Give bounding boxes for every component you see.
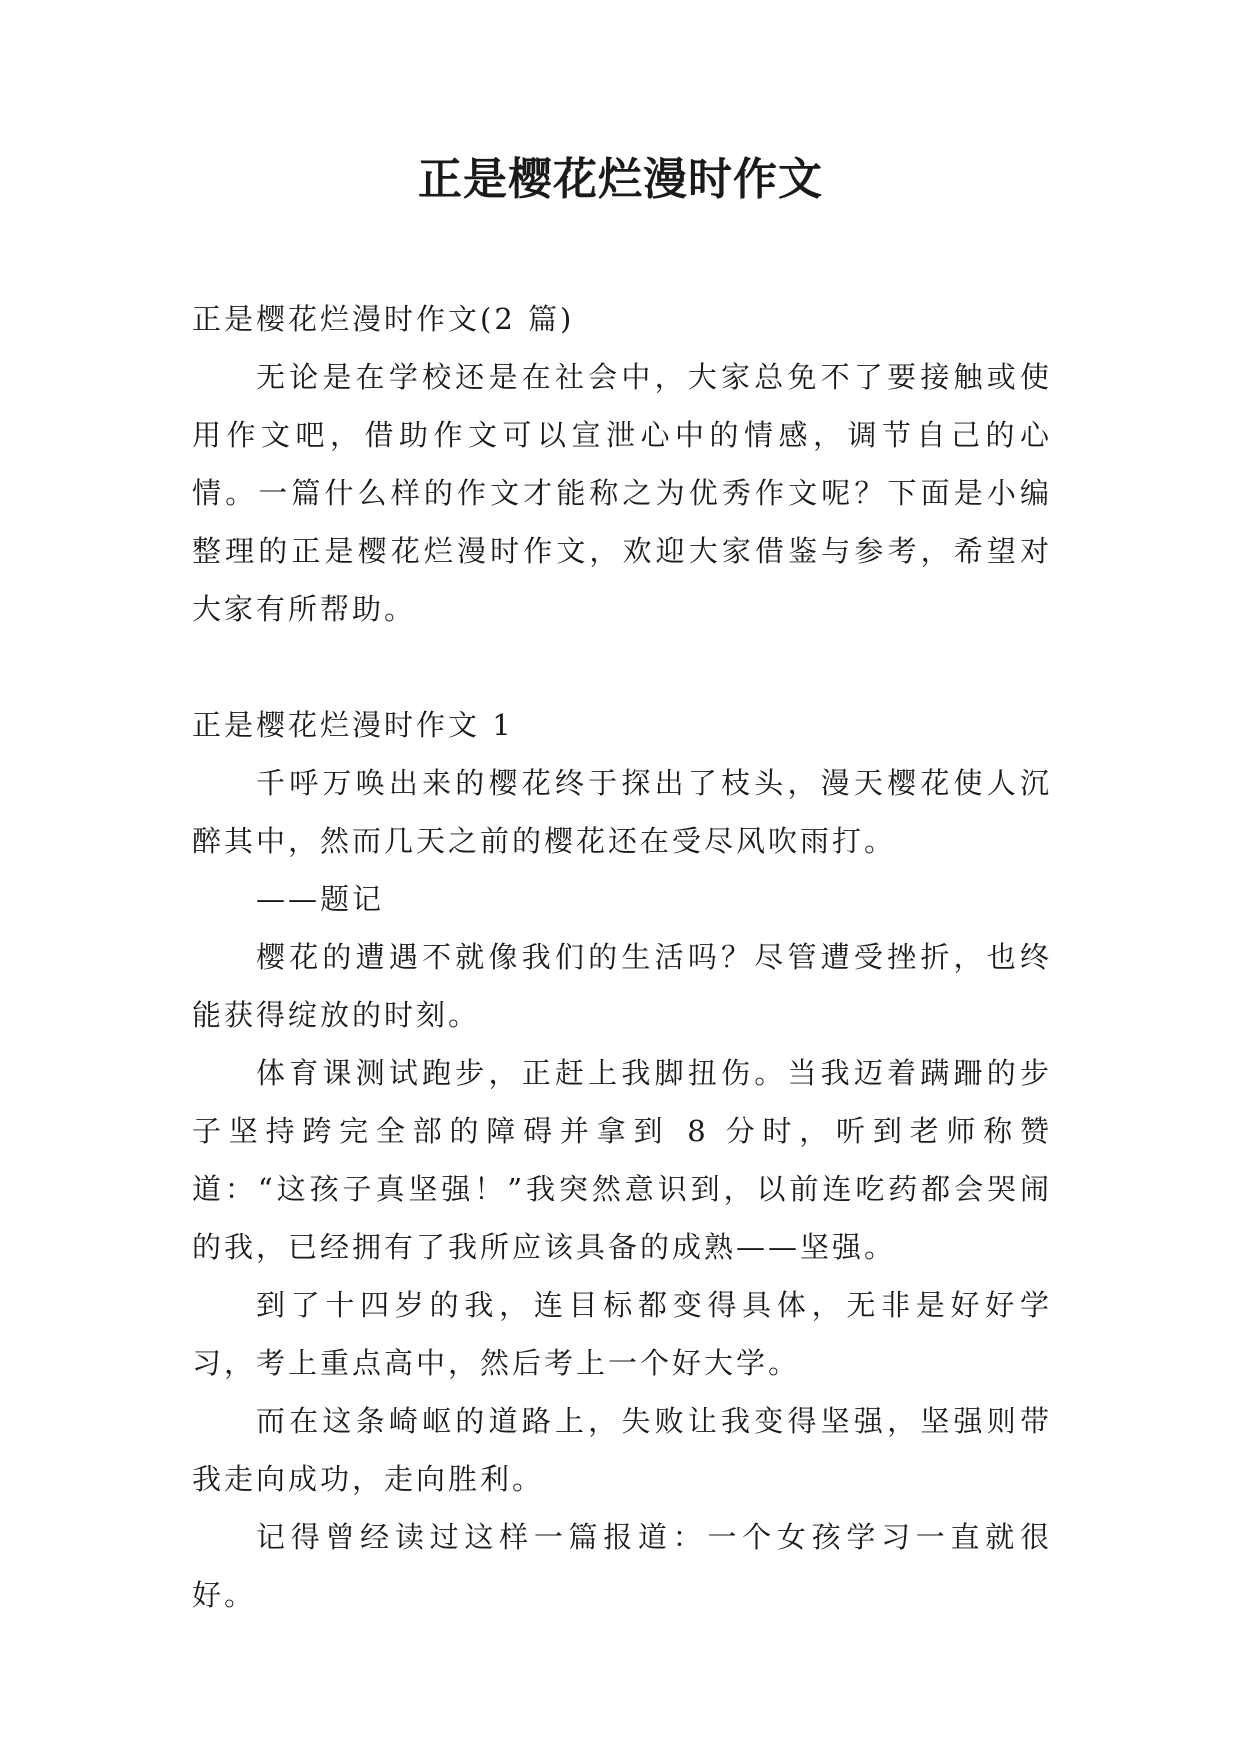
essay-1-paragraph-3: 体育课测试跑步，正赶上我脚扭伤。当我迈着蹒跚的步子坚持跨完全部的障碍并拿到 8 分时，听到老师称赞道：“这孩子真坚强！”我突然意识到，以前连吃药都会哭闹的我，已经拥有了我所应该具备的成熟——坚强。	[192, 1056, 1052, 1264]
essay-1-paragraph-6: 记得曾经读过这样一篇报道：一个女孩学习一直就很好。	[192, 1520, 1052, 1612]
essay-1-heading: 正是樱花烂漫时作文 1	[192, 708, 514, 742]
essay-1-paragraph-5: 而在这条崎岖的道路上，失败让我变得坚强，坚强则带我走向成功，走向胜利。	[192, 1404, 1052, 1496]
essay-1-paragraph-2: 樱花的遭遇不就像我们的生活吗？尽管遭受挫折，也终能获得绽放的时刻。	[192, 940, 1052, 1032]
essay-1-epigraph-note: ——题记	[256, 882, 385, 916]
essay-1-paragraph-1: 千呼万唤出来的樱花终于探出了枝头，漫天樱花使人沉醉其中，然而几天之前的樱花还在受尽风吹雨打。	[192, 766, 1052, 858]
essay-1-paragraph-4: 到了十四岁的我，连目标都变得具体，无非是好好学习，考上重点高中，然后考上一个好大学。	[192, 1288, 1052, 1380]
document-body	[192, 290, 1052, 1624]
document-title: 正是樱花烂漫时作文	[418, 154, 823, 205]
intro-heading: 正是樱花烂漫时作文(2 篇)	[192, 302, 575, 336]
section-spacer	[192, 638, 1052, 696]
intro-paragraph: 无论是在学校还是在社会中，大家总免不了要接触或使用作文吧，借助作文可以宣泄心中的情感，调节自己的心情。一篇什么样的作文才能称之为优秀作文呢？下面是小编整理的正是樱花烂漫时作文，欢迎大家借鉴与参考，希望对大家有所帮助。	[192, 360, 1052, 626]
